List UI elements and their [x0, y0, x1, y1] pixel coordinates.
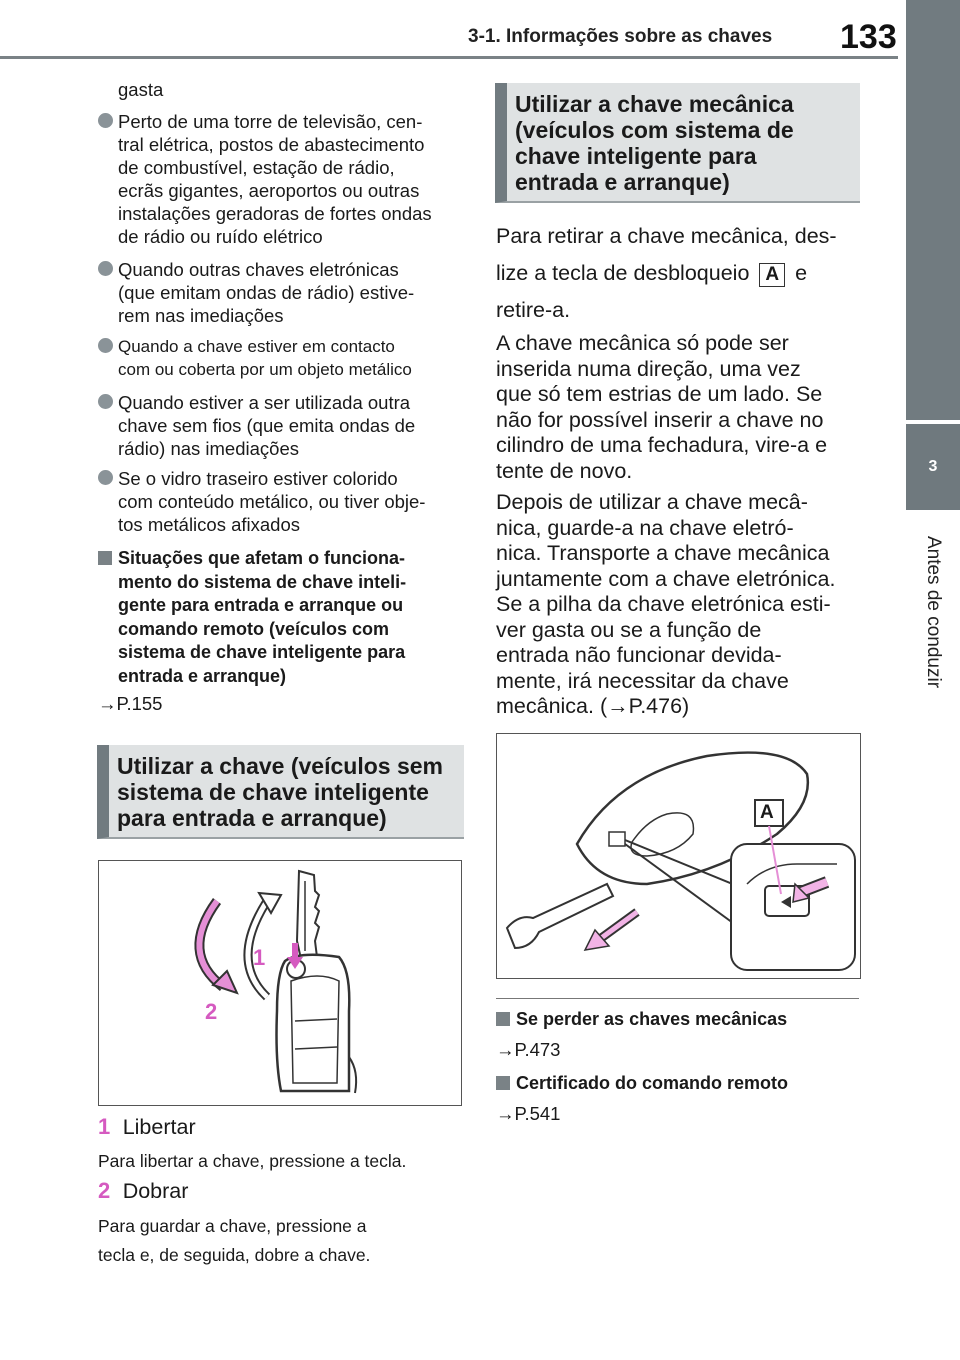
step-description: Para guardar a chave, pressione a tecla e, de seguida, dobre a chave.: [98, 1216, 371, 1265]
step-title: Dobrar: [122, 1179, 189, 1203]
list-item-text: Quando outras chaves eletrónicas (que emitam ondas de rádio) estive- rem nas imediações: [118, 259, 415, 326]
square-bullet-icon: [496, 1012, 510, 1026]
folding-key-figure: [98, 860, 462, 1106]
folding-key-illustration: [99, 861, 461, 1105]
section-title: Utilizar a chave (veículos sem sistema de chave inteligente para entrada e arranque): [117, 753, 443, 831]
subheading: Se perder as chaves mecânicas: [516, 1009, 788, 1029]
paragraph-line: retire-a.: [496, 298, 571, 322]
page-number: 133: [840, 18, 897, 56]
paragraph: A chave mecânica só pode ser inserida numa direção, uma vez que só tem estrias de um lado. Se não for possível inserir a chave no cilindro de uma fechadura, vire-a e tente de novo.: [496, 331, 828, 483]
square-bullet-icon: [98, 551, 112, 565]
bullet-dot-icon: [98, 338, 113, 353]
paragraph-line: Para retirar a chave mecânica, des-: [496, 224, 837, 248]
side-tab-upper: [906, 0, 960, 420]
step-description: Para libertar a chave, pressione a tecla.: [98, 1151, 407, 1171]
square-bullet-icon: [496, 1076, 510, 1090]
page-reference[interactable]: →P.473: [496, 1039, 561, 1060]
mechanical-key-figure: [496, 733, 861, 979]
intro-continuation: gasta: [118, 79, 164, 100]
chapter-label: Antes de conduzir: [923, 535, 944, 689]
mechanical-key-illustration: [497, 734, 860, 978]
header-rule: [0, 56, 898, 59]
bullet-dot-icon: [98, 470, 113, 485]
figure-callout-a: A: [760, 802, 774, 823]
bullet-dot-icon: [98, 394, 113, 409]
list-item-text: Quando estiver a ser utilizada outra chave sem fios (que emita ondas de rádio) nas imediações: [118, 392, 416, 459]
page-reference[interactable]: →P.541: [496, 1103, 561, 1124]
key-label-box: A: [759, 263, 785, 287]
list-item-text: Perto de uma torre de televisão, cen- tral elétrica, postos de abastecimento de combustível, estação de rádio, ecrãs gigantes, aeroportos ou outras instalações geradoras de fortes ondas de rádio ou ruído elétrico: [118, 111, 432, 247]
running-header: 3-1. Informações sobre as chaves: [468, 26, 773, 47]
paragraph-text: lize a tecla de desbloqueio: [496, 261, 750, 285]
step-number: 2: [98, 1178, 111, 1203]
bullet-dot-icon: [98, 113, 113, 128]
subheading: Certificado do comando remoto: [516, 1073, 789, 1093]
step-title: Libertar: [122, 1115, 196, 1139]
section-heading-box: [495, 83, 860, 203]
subheading: Situações que afetam o funciona- mento do sistema de chave inteli- gente para entrada e arranque ou comando remoto (veículos com sistema de chave inteligente para entrada e arranque): [118, 548, 407, 686]
paragraph-line: [496, 261, 807, 287]
step-2: [98, 1178, 188, 1204]
paragraph-text: e: [795, 261, 808, 285]
callout-1: 1: [253, 945, 266, 970]
section-heading-box: [97, 745, 464, 839]
chapter-tab: 3: [906, 424, 960, 510]
list-item-text: Quando a chave estiver em contacto com ou coberta por um objeto metálico: [118, 337, 412, 379]
section-title: Utilizar a chave mecânica (veículos com sistema de chave inteligente para entrada e arranque): [515, 91, 794, 195]
step-1: [98, 1114, 196, 1140]
list-item-text: Se o vidro traseiro estiver colorido com conteúdo metálico, ou tiver obje- tos metálicos afixados: [118, 468, 426, 535]
callout-2: 2: [205, 999, 218, 1024]
divider: [496, 998, 859, 999]
page-reference[interactable]: →P.155: [98, 693, 163, 714]
bullet-dot-icon: [98, 261, 113, 276]
step-number: 1: [98, 1114, 111, 1139]
paragraph: Depois de utilizar a chave mecâ- nica, guarde-a na chave eletró- nica. Transporte a chave mecânica juntamente com a chave eletrónica. Se a pilha da chave eletrónica esti- ver gasta ou se a função de entrada não funcionar devida- mente, irá necessitar da chave mecânica. (→P.476): [496, 490, 836, 718]
